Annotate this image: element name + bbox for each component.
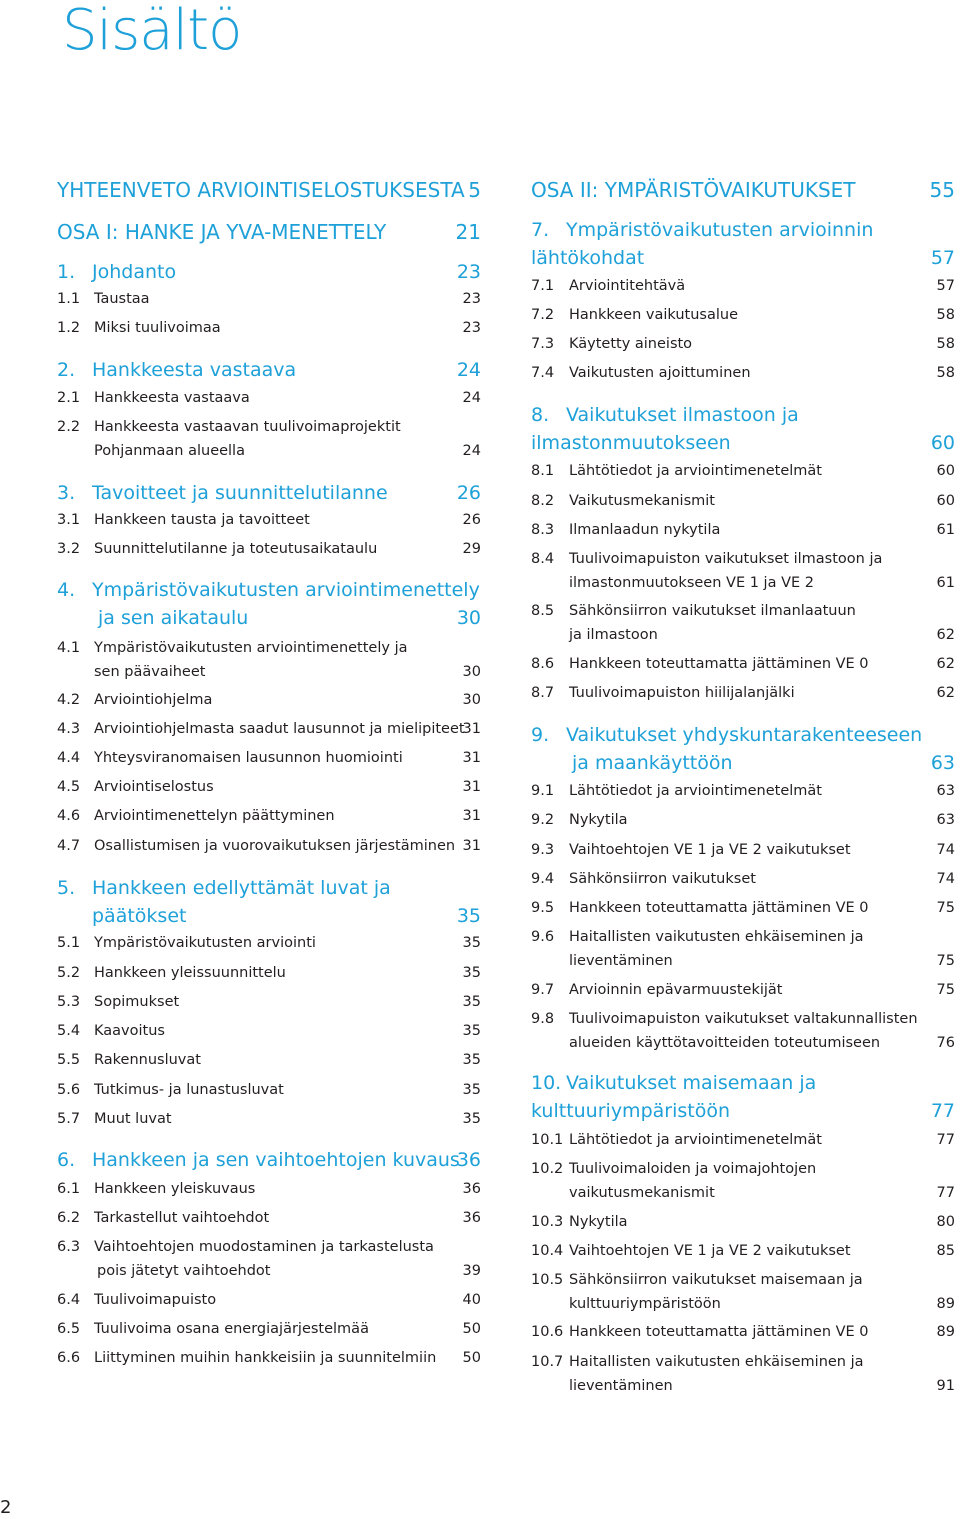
toc-entry-number: 1.2 (57, 320, 81, 336)
toc-entry-title: Arviointiohjelma (94, 692, 213, 708)
toc-entry-number: 6.3 (57, 1239, 81, 1255)
toc-page-number: 35 (462, 1023, 481, 1039)
toc-entry-title: Hankkeen tausta ja tavoitteet (94, 512, 310, 528)
toc-entry-title: Tuulivoimapuiston hiilijalanjälki (569, 685, 795, 701)
toc-entry-number: 10. (531, 1072, 562, 1094)
toc-page-number: 60 (936, 493, 955, 509)
toc-entry-number: 7.4 (531, 365, 555, 381)
toc-entry-number: 3.2 (57, 541, 81, 557)
toc-entry-title: Ympäristövaikutusten arvioinnin (566, 219, 874, 241)
toc-page-number: 58 (936, 307, 955, 323)
toc-entry-title: Tuulivoimapuiston vaikutukset valtakunnallisten (569, 1011, 918, 1027)
toc-page-number: 77 (936, 1184, 955, 1201)
toc-entry-title: pois jätetyt vaihtoehdot (97, 1262, 271, 1279)
toc-page-number: 61 (936, 522, 955, 538)
toc-entry-title: Ympäristövaikutusten arviointimenettely (92, 579, 480, 601)
toc-page-number: 23 (462, 291, 481, 307)
toc-entry-title: Vaikutusmekanismit (569, 493, 715, 509)
toc-page-number: 61 (936, 574, 955, 591)
toc-entry-title: Haitallisten vaikutusten ehkäiseminen ja (569, 929, 864, 945)
toc-entry-title: kulttuuriympäristöön (569, 1295, 721, 1312)
toc-entry-title: Tarkastellut vaihtoehdot (94, 1210, 270, 1226)
toc-page-number: 36 (456, 1149, 481, 1171)
toc-entry-number: 4.5 (57, 779, 81, 795)
toc-entry-title: Tuulivoimapuisto (94, 1292, 217, 1308)
toc-entry-title: Tuulivoima osana energiajärjestelmää (94, 1321, 369, 1337)
toc-page-number: 35 (462, 1052, 481, 1068)
toc-entry-title: Hankkeen toteuttamatta jättäminen VE 0 (569, 1324, 869, 1340)
toc-page-number: 75 (936, 952, 955, 969)
toc-page-number: 50 (462, 1350, 481, 1366)
toc-entry-number: 10.5 (531, 1272, 564, 1288)
toc-entry-number: 9.7 (531, 982, 555, 998)
toc-entry-title: Vaihtoehtojen VE 1 ja VE 2 vaikutukset (569, 1243, 851, 1259)
toc-entry-number: 1.1 (57, 291, 81, 307)
toc-entry-title: OSA I: HANKE JA YVA-MENETTELY (57, 220, 387, 244)
toc-entry-number: 4.7 (57, 838, 81, 854)
toc-entry-number: 6.5 (57, 1321, 81, 1337)
toc-entry-number: 4. (57, 579, 76, 601)
toc-entry-number: 9.6 (531, 929, 555, 945)
toc-page-number: 55 (929, 178, 955, 202)
toc-page-number: 31 (462, 779, 481, 795)
toc-entry-number: 9. (531, 724, 550, 746)
toc-entry-number: 2. (57, 359, 76, 381)
toc-entry-number: 9.1 (531, 783, 555, 799)
page-number: 2 (0, 1497, 12, 1518)
toc-entry-number: 3. (57, 482, 76, 504)
toc-entry-number: 9.5 (531, 900, 555, 916)
toc-page-number: 89 (936, 1295, 955, 1312)
toc-page-number: 58 (936, 365, 955, 381)
toc-entry-number: 5.2 (57, 965, 81, 981)
toc-entry-title: Sähkönsiirron vaikutukset ilmanlaatuun (569, 603, 856, 619)
toc-entry-title: lieventäminen (569, 1377, 673, 1394)
toc-entry-number: 9.2 (531, 812, 555, 828)
toc-page-number: 63 (930, 752, 955, 774)
toc-page-number: 75 (936, 982, 955, 998)
toc-entry-title: sen päävaiheet (94, 663, 206, 680)
toc-entry-number: 10.7 (531, 1354, 564, 1370)
toc-page-number: 24 (462, 442, 481, 459)
toc-entry-number: 8.5 (531, 603, 555, 619)
toc-entry-title: Hankkeesta vastaava (94, 390, 250, 406)
toc-entry-number: 5. (57, 877, 76, 899)
toc-entry-title: Ympäristövaikutusten arviointimenettely ja (94, 640, 408, 656)
toc-page-number: 35 (456, 905, 481, 927)
toc-page-number: 74 (936, 842, 955, 858)
toc-page-number: 24 (456, 359, 481, 381)
toc-entry-number: 7. (531, 219, 550, 241)
toc-page-number: 57 (936, 278, 955, 294)
toc-page-number: 36 (462, 1210, 481, 1226)
toc-entry-number: 4.6 (57, 808, 81, 824)
toc-entry-title: Tuulivoimapuiston vaikutukset ilmastoon ja (569, 551, 883, 567)
toc-entry-title: OSA II: YMPÄRISTÖVAIKUTUKSET (531, 178, 856, 202)
toc-entry-title: vaikutusmekanismit (569, 1184, 715, 1201)
toc-entry-title: ilmastonmuutokseen VE 1 ja VE 2 (569, 574, 814, 591)
toc-entry-title: ja ilmastoon (569, 626, 658, 643)
toc-entry-number: 2.1 (57, 390, 81, 406)
toc-entry-title: Vaihtoehtojen VE 1 ja VE 2 vaikutukset (569, 842, 851, 858)
toc-page-number: 5 (468, 178, 481, 202)
toc-entry-title: ilmastonmuutokseen (531, 432, 731, 454)
toc-entry-title: Arviointiselostus (94, 779, 214, 795)
toc-entry-title: Ilmanlaadun nykytila (569, 522, 721, 538)
toc-entry-title: Hankkeesta vastaava (92, 359, 297, 381)
toc-entry-title: Kaavoitus (94, 1023, 165, 1039)
toc-page-number: 31 (462, 808, 481, 824)
toc-page-number: 30 (456, 607, 481, 629)
toc-entry-title: ja maankäyttöön (572, 752, 733, 774)
toc-entry-title: Hankkeen yleissuunnittelu (94, 965, 286, 981)
toc-entry-title: Johdanto (92, 261, 177, 283)
toc-entry-title: Vaihtoehtojen muodostaminen ja tarkastelusta (94, 1239, 434, 1255)
toc-page-number: 36 (462, 1181, 481, 1197)
toc-entry-number: 6.6 (57, 1350, 81, 1366)
toc-page-number: 24 (462, 390, 481, 406)
toc-entry-title: Hankkeesta vastaavan tuulivoimaprojektit (94, 419, 401, 435)
toc-page-number: 30 (462, 663, 481, 680)
toc-entry-number: 7.1 (531, 278, 555, 294)
toc-entry-title: Nykytila (569, 812, 628, 828)
toc-page-number: 23 (456, 261, 481, 283)
toc-page-number: 62 (936, 685, 955, 701)
toc-entry-number: 8. (531, 404, 550, 426)
toc-entry-title: YHTEENVETO ARVIOINTISELOSTUKSESTA (57, 178, 465, 202)
toc-entry-title: Käytetty aineisto (569, 336, 693, 352)
toc-entry-title: kulttuuriympäristöön (531, 1100, 730, 1122)
toc-entry-title: lieventäminen (569, 952, 673, 969)
toc-page-number: 35 (462, 1082, 481, 1098)
toc-entry-title: Hankkeen edellyttämät luvat ja (92, 877, 391, 899)
toc-page-number: 35 (462, 965, 481, 981)
toc-entry-number: 6.4 (57, 1292, 81, 1308)
toc-page-number: 31 (462, 721, 481, 737)
toc-page-number: 40 (462, 1292, 481, 1308)
toc-entry-title: Vaikutukset yhdyskuntarakenteeseen (566, 724, 923, 746)
toc-entry-number: 6. (57, 1149, 76, 1171)
toc-page-number: 89 (936, 1324, 955, 1340)
toc-entry-number: 4.3 (57, 721, 81, 737)
toc-page-number: 60 (930, 432, 955, 454)
toc-entry-number: 8.7 (531, 685, 555, 701)
toc-entry-title: Vaikutukset maisemaan ja (566, 1072, 817, 1094)
toc-entry-number: 5.1 (57, 935, 81, 951)
toc-entry-title: Hankkeen vaikutusalue (569, 307, 738, 323)
toc-page-number: 62 (936, 626, 955, 643)
toc-page-number: 35 (462, 994, 481, 1010)
toc-entry-title: Ympäristövaikutusten arviointi (94, 935, 316, 951)
toc-entry-number: 7.3 (531, 336, 555, 352)
toc-entry-number: 8.3 (531, 522, 555, 538)
toc-page-number: 62 (936, 656, 955, 672)
toc-entry-title: ja sen aikataulu (98, 607, 249, 629)
toc-entry-number: 1. (57, 261, 76, 283)
toc-entry-title: päätökset (92, 905, 187, 927)
toc-entry-number: 4.1 (57, 640, 81, 656)
toc-page-number: 26 (462, 512, 481, 528)
toc-entry-title: Hankkeen yleiskuvaus (94, 1181, 256, 1197)
toc-entry-title: Arviointitehtävä (569, 278, 686, 294)
toc-page-number: 21 (455, 220, 481, 244)
toc-entry-number: 5.5 (57, 1052, 81, 1068)
toc-entry-number: 9.3 (531, 842, 555, 858)
toc-page-number: 60 (936, 463, 955, 479)
toc-entry-title: Miksi tuulivoimaa (94, 320, 221, 336)
toc-entry-number: 8.1 (531, 463, 555, 479)
toc-entry-title: Arviointimenettelyn päättyminen (94, 808, 335, 824)
toc-page-number: 76 (936, 1034, 955, 1051)
toc-entry-number: 6.1 (57, 1181, 81, 1197)
page-title: Sisältö (62, 0, 242, 63)
toc-page-number: 77 (930, 1100, 955, 1122)
toc-entry-title: Arviointiohjelmasta saadut lausunnot ja mielipiteet (94, 721, 465, 737)
toc-entry-title: Hankkeen toteuttamatta jättäminen VE 0 (569, 900, 869, 916)
toc-page-number: 23 (462, 320, 481, 336)
toc-entry-title: Sähkönsiirron vaikutukset (569, 871, 756, 887)
toc-page-number: 50 (462, 1321, 481, 1337)
toc-entry-title: Tavoitteet ja suunnittelutilanne (92, 482, 388, 504)
toc-entry-number: 8.6 (531, 656, 555, 672)
toc-page-number: 63 (936, 783, 955, 799)
toc-page-number: 77 (936, 1132, 955, 1148)
toc-entry-title: Rakennusluvat (94, 1052, 201, 1068)
toc-entry-title: alueiden käyttötavoitteiden toteutumiseen (569, 1034, 881, 1051)
toc-entry-title: Osallistumisen ja vuorovaikutuksen järjestäminen (94, 838, 456, 854)
toc-entry-title: Lähtötiedot ja arviointimenetelmät (569, 463, 822, 479)
toc-entry-title: Sopimukset (94, 994, 180, 1010)
toc-entry-number: 2.2 (57, 419, 81, 435)
toc-entry-number: 5.7 (57, 1111, 81, 1127)
toc-page-number: 29 (462, 541, 481, 557)
toc-entry-title: Taustaa (94, 291, 150, 307)
toc-entry-number: 3.1 (57, 512, 81, 528)
toc-entry-title: Liittyminen muihin hankkeisiin ja suunnitelmiin (94, 1350, 437, 1366)
toc-entry-title: Tuulivoimaloiden ja voimajohtojen (569, 1161, 817, 1177)
toc-entry-number: 9.4 (531, 871, 555, 887)
toc-entry-number: 10.2 (531, 1161, 564, 1177)
toc-entry-title: Nykytila (569, 1214, 628, 1230)
toc-page-number: 85 (936, 1243, 955, 1259)
toc-entry-title: Lähtötiedot ja arviointimenetelmät (569, 1132, 822, 1148)
toc-entry-title: Haitallisten vaikutusten ehkäiseminen ja (569, 1354, 864, 1370)
toc-page-number: 35 (462, 935, 481, 951)
toc-page-number: 39 (462, 1262, 481, 1279)
toc-page-number: 91 (936, 1377, 955, 1394)
toc-entry-number: 10.4 (531, 1243, 564, 1259)
toc-entry-number: 4.4 (57, 750, 81, 766)
toc-entry-number: 5.3 (57, 994, 81, 1010)
toc-entry-title: Muut luvat (94, 1111, 172, 1127)
toc-page-number: 26 (456, 482, 481, 504)
toc-entry-number: 10.6 (531, 1324, 564, 1340)
toc-entry-number: 10.3 (531, 1214, 564, 1230)
toc-entry-number: 6.2 (57, 1210, 81, 1226)
toc-entry-title: Hankkeen ja sen vaihtoehtojen kuvaus (92, 1149, 460, 1171)
toc-entry-title: Pohjanmaan alueella (94, 442, 245, 459)
toc-page-number: 57 (930, 247, 955, 269)
toc-entry-number: 8.4 (531, 551, 555, 567)
toc-entry-title: Hankkeen toteuttamatta jättäminen VE 0 (569, 656, 869, 672)
toc-entry-title: Vaikutukset ilmastoon ja (566, 404, 799, 426)
toc-entry-number: 5.6 (57, 1082, 81, 1098)
toc-page-number: 35 (462, 1111, 481, 1127)
toc-page-number: 58 (936, 336, 955, 352)
toc-entry-title: Suunnittelutilanne ja toteutusaikataulu (94, 541, 378, 557)
toc-entry-number: 5.4 (57, 1023, 81, 1039)
toc-entry-title: Yhteysviranomaisen lausunnon huomiointi (94, 750, 403, 766)
toc-entry-number: 7.2 (531, 307, 555, 323)
toc-page-number: 31 (462, 750, 481, 766)
toc-entry-number: 4.2 (57, 692, 81, 708)
toc-right-column (531, 0, 955, 1519)
toc-page-number: 30 (462, 692, 481, 708)
toc-entry-number: 10.1 (531, 1132, 564, 1148)
toc-entry-title: Sähkönsiirron vaikutukset maisemaan ja (569, 1272, 863, 1288)
toc-entry-title: lähtökohdat (531, 247, 645, 269)
toc-page-number: 74 (936, 871, 955, 887)
toc-entry-title: Tutkimus- ja lunastusluvat (94, 1082, 284, 1098)
toc-page-number: 80 (936, 1214, 955, 1230)
toc-page-number: 75 (936, 900, 955, 916)
toc-page-number: 31 (462, 838, 481, 854)
toc-page-number: 63 (936, 812, 955, 828)
toc-entry-title: Arvioinnin epävarmuustekijät (569, 982, 783, 998)
toc-entry-number: 9.8 (531, 1011, 555, 1027)
toc-left-column (57, 0, 481, 1519)
toc-entry-title: Vaikutusten ajoittuminen (569, 365, 751, 381)
toc-entry-title: Lähtötiedot ja arviointimenetelmät (569, 783, 822, 799)
toc-entry-number: 8.2 (531, 493, 555, 509)
